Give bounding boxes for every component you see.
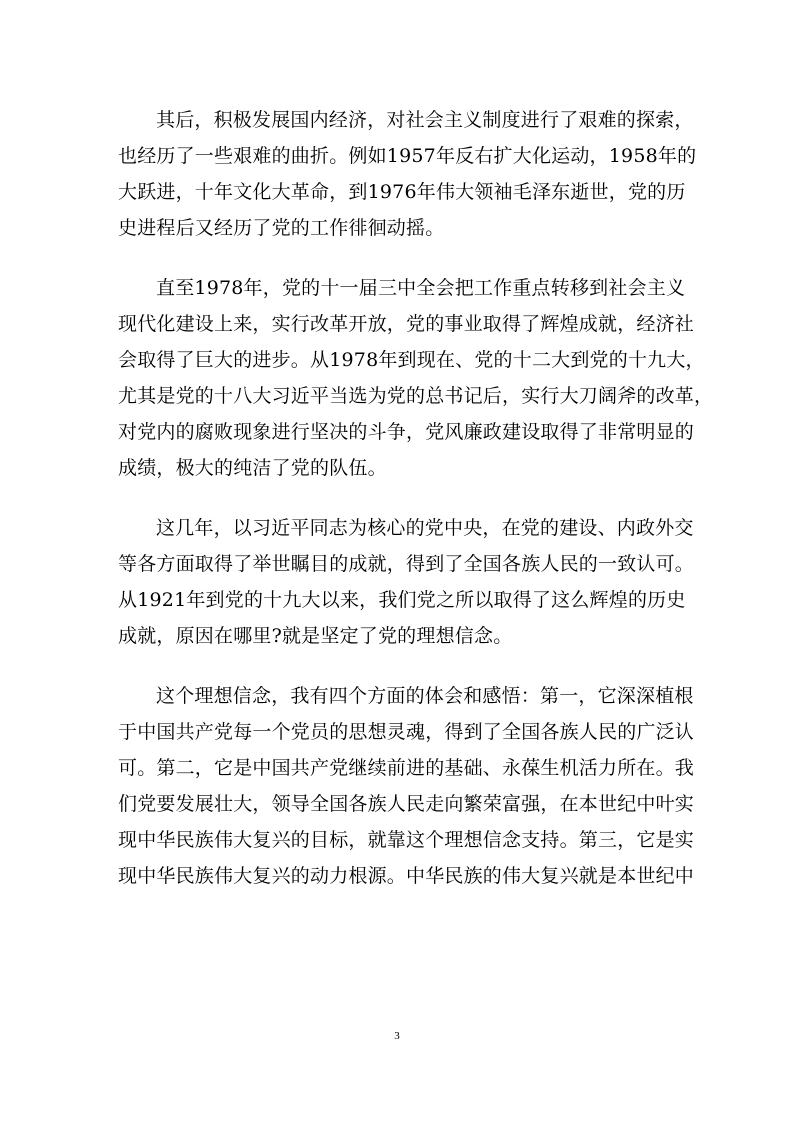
text-line: 这个理想信念，我有四个方面的体会和感悟：第一，它深深植根 (156, 685, 694, 707)
paragraph-2 (118, 270, 714, 486)
text-line: 现中华民族伟大复兴的目标，就靠这个理想信念支持。第三，它是实 (118, 829, 695, 851)
text-line: 会取得了巨大的进步。从1978年到现在、党的十二大到党的十九大， (118, 349, 705, 371)
text-line: 从1921年到党的十九大以来，我们党之所以取得了这么辉煌的历史 (118, 589, 686, 611)
text-line: 现中华民族伟大复兴的动力根源。中华民族的伟大复兴就是本世纪中 (118, 865, 695, 887)
text-line: 于中国共产党每一个党员的思想灵魂，得到了全国各族人民的广泛认 (118, 721, 695, 743)
text-line: 可。第二，它是中国共产党继续前进的基础、永葆生机活力所在。我 (118, 757, 695, 779)
text-line: 等各方面取得了举世瞩目的成就，得到了全国各族人民的一致认可。 (118, 553, 695, 575)
page-number: 3 (394, 1030, 400, 1042)
paragraph-4 (118, 678, 695, 894)
text-line: 史进程后又经历了党的工作徘徊动摇。 (118, 217, 445, 239)
paragraph-1 (118, 102, 697, 246)
text-line: 成就，原因在哪里?就是坚定了党的理想信念。 (118, 625, 513, 647)
text-line: 这几年，以习近平同志为核心的党中央，在党的建设、内政外交 (156, 517, 694, 539)
text-line: 尤其是党的十八大习近平当选为党的总书记后，实行大刀阔斧的改革， (118, 385, 714, 407)
text-line: 们党要发展壮大，领导全国各族人民走向繁荣富强，在本世纪中叶实 (118, 793, 695, 815)
text-line: 成绩，极大的纯洁了党的队伍。 (118, 457, 387, 479)
text-line: 现代化建设上来，实行改革开放，党的事业取得了辉煌成就，经济社 (118, 313, 695, 335)
text-line: 其后，积极发展国内经济，对社会主义制度进行了艰难的探索， (156, 109, 694, 131)
text-line: 也经历了一些艰难的曲折。例如1957年反右扩大化运动，1958年的 (118, 145, 697, 167)
text-line: 对党内的腐败现象进行坚决的斗争，党风廉政建设取得了非常明显的 (118, 421, 695, 443)
text-line: 大跃进，十年文化大革命，到1976年伟大领袖毛泽东逝世，党的历 (118, 181, 686, 203)
body-text (118, 102, 714, 918)
text-line: 直至1978年，党的十一届三中全会把工作重点转移到社会主义 (156, 277, 686, 299)
paragraph-3 (118, 510, 695, 654)
